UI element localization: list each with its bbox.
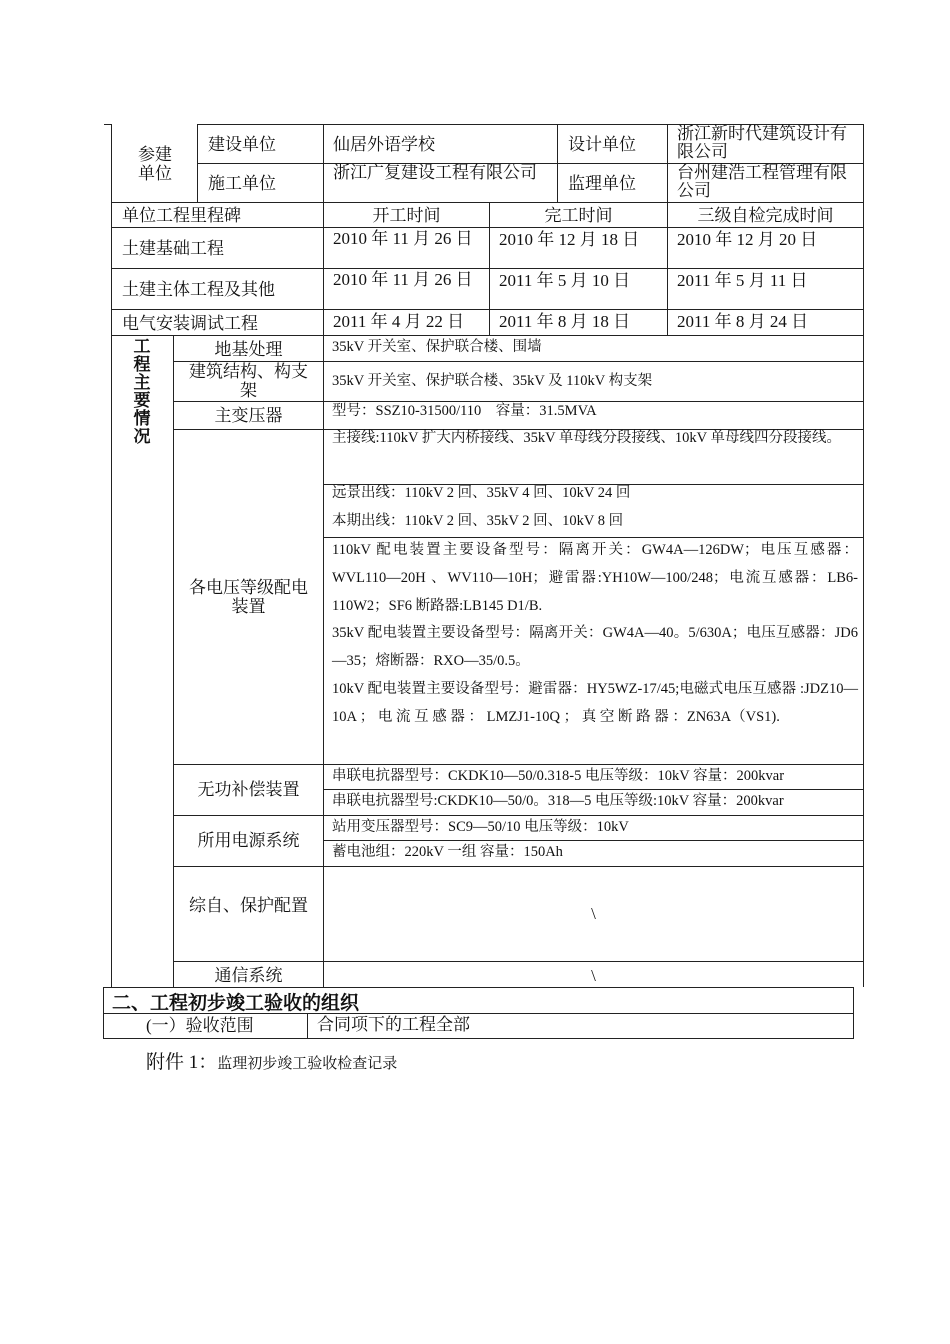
milestone-end: 2011 年 5 月 10 日 xyxy=(499,271,631,290)
foundation-label: 地基处理 xyxy=(214,340,283,359)
transformer-label: 主变压器 xyxy=(214,406,283,425)
aux-power-label: 所用电源系统 xyxy=(197,831,300,850)
milestone-start: 2010 年 11 月 26 日 xyxy=(333,270,473,289)
milestone-name: 土建基础工程 xyxy=(122,239,224,258)
milestone-end: 2010 年 12 月 18 日 xyxy=(499,230,640,249)
milestone-header-check: 三级自检完成时间 xyxy=(697,206,834,225)
builder-label: 施工单位 xyxy=(208,174,276,193)
attachment-text: 监理初步竣工验收检查记录 xyxy=(217,1056,398,1072)
comm-value: \ xyxy=(591,966,596,985)
transformer-value: 型号：SSZ10-31500/110 容量：31.5MVA xyxy=(332,403,597,419)
comm-label: 通信系统 xyxy=(214,966,283,985)
design-unit-label: 设计单位 xyxy=(568,135,636,154)
scope-label: (一）验收范围 xyxy=(146,1016,254,1035)
equipment-10-value: 10kV 配电装置主要设备型号：避雷器：HY5WZ-17/45;电磁式电压互感器 :JDZ10—10A ； 电 流 互 感 器 ： LMZJ1-10Q ； 真 空 断 路 器 ：ZN63A（VS1). xyxy=(332,681,858,725)
foundation-value: 35kV 开关室、保护联合楼、围墙 xyxy=(332,339,542,355)
reactive-label: 无功补偿装置 xyxy=(197,780,300,799)
builder-value: 浙江广复建设工程有限公司 xyxy=(333,163,537,182)
participants-group-label: 参建单位 xyxy=(138,145,172,183)
main-info-side-label: 工程主要情况 xyxy=(133,337,151,446)
structure-value: 35kV 开关室、保护联合楼、35kV 及 110kV 构支架 xyxy=(332,373,653,389)
milestone-check: 2010 年 12 月 20 日 xyxy=(677,230,818,249)
scope-value: 合同项下的工程全部 xyxy=(317,1015,470,1034)
protection-label: 综自、保护配置 xyxy=(189,896,308,915)
reactive-value-1: 串联电抗器型号：CKDK10—50/0.318-5 电压等级：10kV 容量：200kvar xyxy=(332,768,785,784)
milestone-name: 土建主体工程及其他 xyxy=(122,280,275,299)
milestone-header-name: 单位工程里程碑 xyxy=(122,206,241,225)
section2-title: 二、工程初步竣工验收的组织 xyxy=(112,992,360,1014)
aux-power-value-1: 站用变压器型号：SC9—50/10 电压等级：10kV xyxy=(332,819,629,835)
design-unit-value: 浙江新时代建筑设计有限公司 xyxy=(677,124,847,161)
milestone-check: 2011 年 5 月 11 日 xyxy=(677,271,808,290)
attachment-line xyxy=(146,1047,397,1074)
milestone-name: 电气安装调试工程 xyxy=(122,314,258,333)
milestone-header-end: 完工时间 xyxy=(544,206,613,225)
milestone-start: 2011 年 4 月 22 日 xyxy=(333,312,465,331)
supervisor-label: 监理单位 xyxy=(568,174,636,193)
switchgear-label: 各电压等级配电装置 xyxy=(189,578,308,616)
milestone-end: 2011 年 8 月 18 日 xyxy=(499,312,631,331)
aux-power-value-2: 蓄电池组：220kV 一组 容量：150Ah xyxy=(332,844,563,860)
far-outlets-value: 远景出线：110kV 2 回、35kV 4 回、10kV 24 回 xyxy=(332,485,631,501)
milestone-start: 2010 年 11 月 26 日 xyxy=(333,229,473,248)
construction-unit-value: 仙居外语学校 xyxy=(333,135,435,154)
milestone-check: 2011 年 8 月 24 日 xyxy=(677,312,809,331)
supervisor-value: 台州建浩工程管理有限公司 xyxy=(677,163,847,200)
equipment-110-value: 110kV 配电装置主要设备型号：隔离开关：GW4A—126DW；电压互感器：WVL110—20H 、WV110—10H；避雷器:YH10W—100/248；电流互感器：LB6-110W2；SF6 断路器:LB145 D1/B. xyxy=(332,542,858,614)
protection-value: \ xyxy=(591,904,596,923)
construction-unit-label: 建设单位 xyxy=(208,135,276,154)
structure-label: 建筑结构、构支架 xyxy=(189,362,308,400)
current-outlets-value: 本期出线：110kV 2 回、35kV 2 回、10kV 8 回 xyxy=(332,513,624,529)
reactive-value-2: 串联电抗器型号:CKDK10—50/0。318—5 电压等级:10kV 容量：200kvar xyxy=(332,793,784,809)
milestone-header-start: 开工时间 xyxy=(372,206,441,225)
equipment-35-value: 35kV 配电装置主要设备型号：隔离开关：GW4A—40。5/630A；电压互感器：JD6—35；熔断器：RXO—35/0.5。 xyxy=(332,625,858,669)
attachment-label: 附件 1： xyxy=(146,1052,218,1073)
wiring-value: 主接线:110kV 扩大内桥接线、35kV 单母线分段接线、10kV 单母线四分段接线。 xyxy=(332,430,841,446)
